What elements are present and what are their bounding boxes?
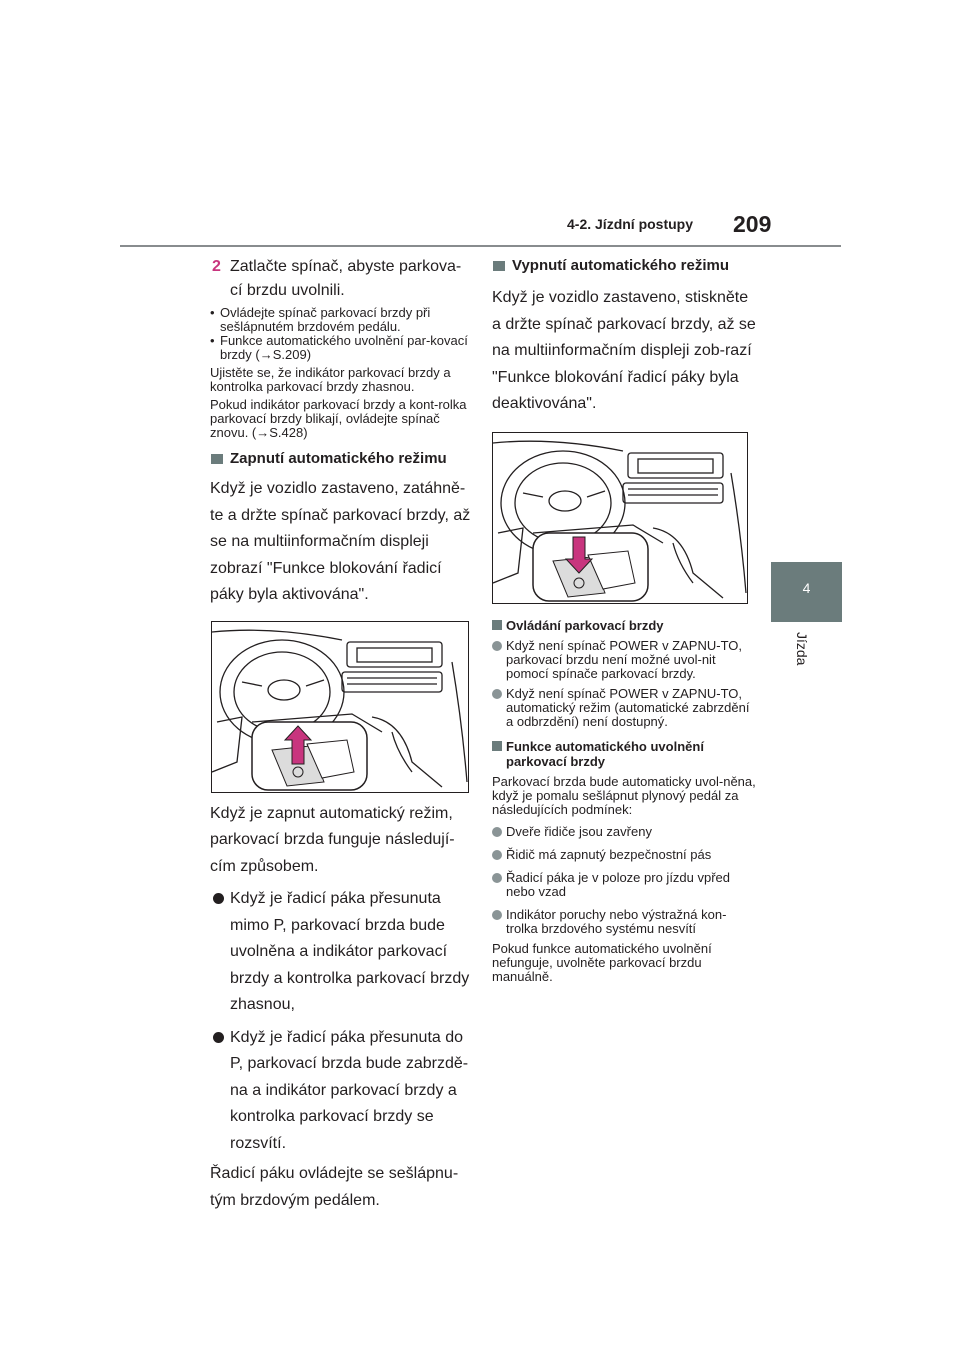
circle-item-3 <box>492 825 757 839</box>
step-2 <box>210 255 472 303</box>
circle-bullet-icon <box>492 641 502 651</box>
square-bullet-icon <box>493 261 505 271</box>
heading-auto-on <box>210 448 472 470</box>
circle-bullet-icon <box>492 873 502 883</box>
heading-auto-off-text: Vypnutí automatického režimu <box>512 257 729 274</box>
chapter-label-wrap <box>792 632 812 672</box>
circle-bullet-icon <box>492 827 502 837</box>
para-auto-off: Když je vozidlo zastaveno, stiskněte a držte spínač parkovací brzdy, až se na multiinformačním displeji zob-razí "Funkce blokování řadicí páky byla deaktivována". <box>492 289 756 412</box>
circle-bullet-icon <box>492 910 502 920</box>
subheading-parking-brake <box>492 618 757 633</box>
dashboard-illustration <box>493 433 747 603</box>
dot-bullet-icon <box>213 1032 224 1043</box>
circle-bullet-icon <box>492 850 502 860</box>
circle-item-6 <box>492 908 757 936</box>
step-text: Zatlačte spínač, abyste parkova-cí brzdu uvolnili. <box>230 258 462 299</box>
dot-item-2 <box>210 1025 472 1158</box>
circle-item-5 <box>492 871 757 899</box>
circle-item-4 <box>492 848 757 862</box>
chapter-number: 4 <box>802 580 811 596</box>
page-number: 209 <box>733 211 772 237</box>
left-column <box>210 255 472 1214</box>
note-1: Ujistěte se, že indikátor parkovací brzdy a kontrolka parkovací brzdy zhasnou. <box>210 365 451 394</box>
bullet-1: • Ovládejte spínač parkovací brzdy při sešlápnutém brzdovém pedálu. <box>210 306 472 334</box>
para-final: Řadicí páku ovládejte se sešlápnu-tým brzdovým pedálem. <box>210 1165 459 1209</box>
chapter-label: Jízda <box>794 632 810 666</box>
subheading-parking-brake-text: Ovládání parkovací brzdy <box>506 617 664 633</box>
dot-item-1 <box>210 886 472 1019</box>
square-bullet-icon <box>492 741 502 751</box>
para-auto-release: Parkovací brzda bude automaticky uvol-něna, když je pomalu sešlápnut plynový pedál za následujících podmínek: <box>492 773 756 817</box>
dot-item-2-text: Když je řadicí páka přesunuta do P, parkovací brzda bude zabrzdě-na a indikátor parkovací brzdy a kontrolka parkovací brzdy se rozsvítí. <box>230 1028 469 1152</box>
dashboard-illustration <box>212 622 468 792</box>
bullet-2: • Funkce automatického uvolnění par-kovací brzdy (→S.209) <box>210 334 472 362</box>
dot-item-1-text: Když je řadicí páka přesunuta mimo P, parkovací brzda bude uvolněna a indikátor parkovací brzdy a kontrolka parkovací brzdy zhasnou, <box>230 890 470 1013</box>
heading-auto-on-text: Zapnutí automatického režimu <box>230 450 447 467</box>
heading-auto-off <box>492 255 757 277</box>
circle-item-6-text: Indikátor poruchy nebo výstražná kon-trolka brzdového systému nesvítí <box>506 906 727 936</box>
figure-pull-switch <box>211 621 469 793</box>
figure-push-switch <box>492 432 748 604</box>
square-bullet-icon <box>492 620 502 630</box>
circle-item-3-text: Dveře řidiče jsou zavřeny <box>506 823 652 839</box>
para-manual-release: Pokud funkce automatického uvolnění nefunguje, uvolněte parkovací brzdu manuálně. <box>492 940 712 984</box>
circle-item-2 <box>492 687 757 729</box>
para-auto-on: Když je vozidlo zastaveno, zatáhně-te a držte spínač parkovací brzdy, až se na multiinformačním displeji zobrazí "Funkce blokování řadicí páky byla aktivována". <box>210 480 471 603</box>
subheading-auto-release-text: Funkce automatického uvolnění parkovací brzdy <box>506 738 704 769</box>
circle-item-1-text: Když není spínač POWER v ZAPNU-TO, parkovací brzdu není možné uvol-nit pomocí spínače parkovací brzdy. <box>506 637 742 681</box>
circle-item-4-text: Řidič má zapnutý bezpečnostní pás <box>506 846 712 862</box>
note-2: Pokud indikátor parkovací brzdy a kont-rolka parkovací brzdy blikají, ovládejte spínač znovu. (→S.428) <box>210 397 467 440</box>
circle-item-2-text: Když není spínač POWER v ZAPNU-TO, automatický režim (automatické zabrzdění a odbrzdění) není dostupný. <box>506 685 750 729</box>
square-bullet-icon <box>211 454 223 464</box>
circle-item-5-text: Řadicí páka je v poloze pro jízdu vpřed nebo vzad <box>506 869 731 899</box>
subheading-auto-release <box>492 739 757 769</box>
section-title: 4-2. Jízdní postupy <box>567 216 694 232</box>
para-auto-mode: Když je zapnut automatický režim, parkovací brzda funguje následují-cím způsobem. <box>210 804 455 875</box>
step-number: 2 <box>212 258 221 275</box>
circle-item-1 <box>492 639 757 681</box>
right-column <box>492 255 757 984</box>
dot-bullet-icon <box>213 893 224 904</box>
circle-bullet-icon <box>492 689 502 699</box>
header-rule <box>120 245 841 247</box>
